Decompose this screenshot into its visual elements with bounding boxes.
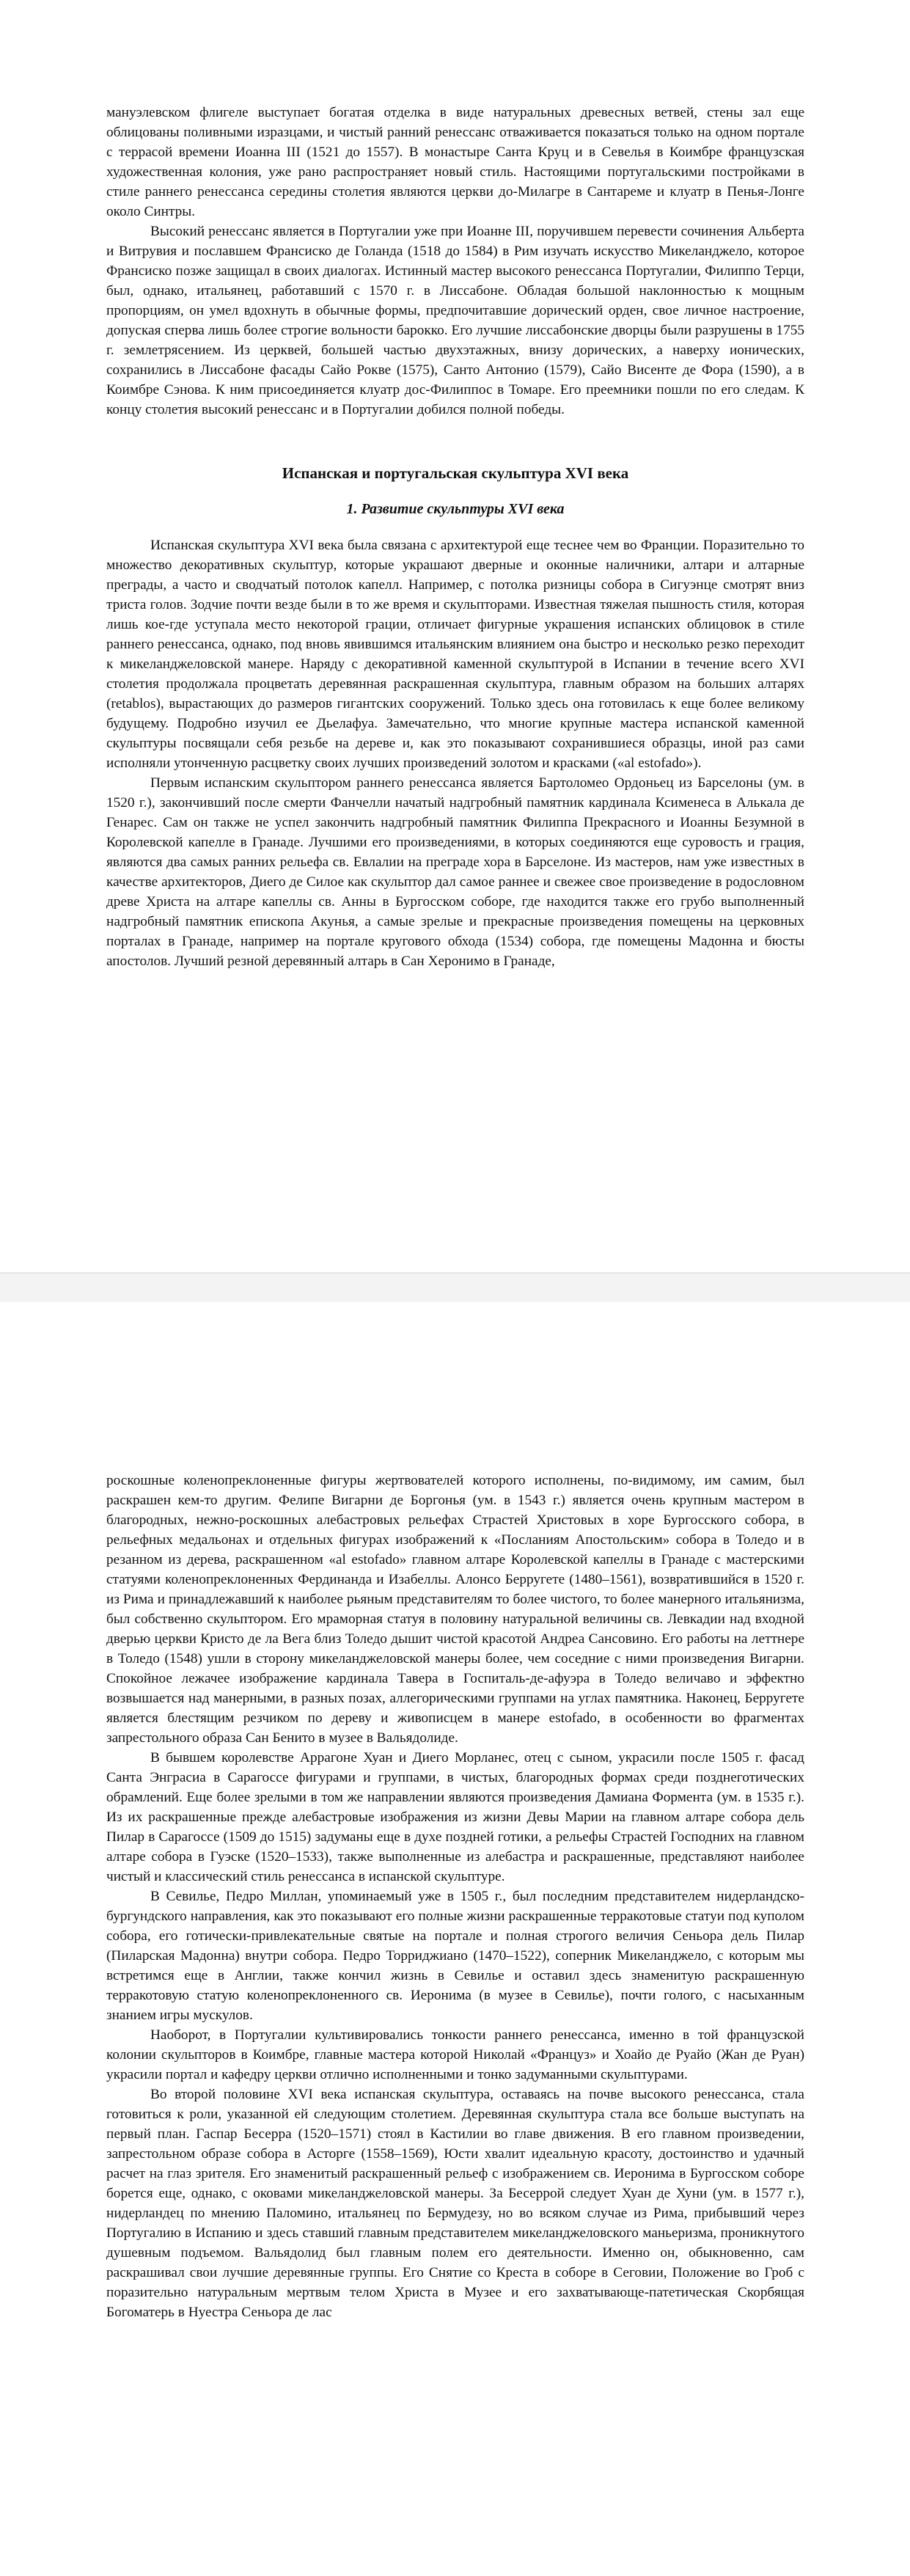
paragraph: Наоборот, в Португалии культивировались тонкости раннего ренессанса, именно в той французской колонии скульпторов в Коимбре, главные мастера которой Николай «Француз» и Хоайо де Руайо (Жан де Руан) украсили портал и кафедру церкви отлично исполненными и тонко задуманными скульптурами. [106,2027,804,2082]
paragraph: Испанская скульптура XVI века была связана с архитектурой еще теснее чем во Франции. Поразительно то множество декоративных скульптур, которые украшают дверные и оконные наличники, алтари и алтарные преграды, а часто и сводчатый потолок капелл. Например, с потолка ризницы собора в Сигуэнце смотрят вниз триста голов. Зодчие почти везде были в то же время и скульпторами. Известная тяжелая пышность стиля, которая лишь кое-где уступала место некоторой грации, отличает фигурные украшения испанских облицовок в стиле раннего ренессанса, однако, под вновь явившимся итальянским влиянием она быстро и несколько резко переходит к микеланджеловской манере. Наряду с декоративной каменной скульптурой в Испании в течение всего XVI столетия продолжала процветать деревянная раскрашенная скульптура, главным образом на больших алтарях (retablos), вырастающих до размеров гигантских сооружений. Только здесь она готовилась к еще более великому будущему. Подробно изучил ее Дьелафуа. Замечательно, что многие крупные мастера испанской каменной скульптуры посвящали себя резьбе на дереве и, как это показывают сохранившиеся образцы, иной раз сами исполняли утонченную расцветку своих лучших произведений золотом и красками («al estofado»). [106,538,804,771]
paragraph: В Севилье, Педро Миллан, упоминаемый уже в 1505 г., был последним представителем нидерландско-бургундского направления, как это показывают его полные жизни раскрашенные терракотовые статуи под куполом собора, его готически-привлекательные святые на портале и полная строгого величия Сеньора дель Пилар (Пиларская Мадонна) внутри собора. Педро Торриджиано (1470–1522), соперник Микеланджело, с которым мы встретимся еще в Англии, также кончил жизнь в Севилье и оставил здесь знаменитую раскрашенную терракотовую статую коленопреклоненного св. Иеронима (в музее в Севилье), почти голого, с насыханным знанием игры мускулов. [106,1889,804,2023]
document-page-1 [0,0,910,1273]
paragraph: Во второй половине XVI века испанская скульптура, оставаясь на почве высокого ренессанса, стала готовиться к роли, указанной ей следующим столетием. Деревянная скульптура стала все больше выступать на первый план. Гаспар Бесерра (1520–1571) стоял в Кастилии во главе движения. В его главном произведении, запрестольном образе собора в Асторге (1558–1569), Юсти хвалит идеальную красоту, достоинство и удачный расчет на глаз зрителя. Его знаменитый раскрашенный рельеф с изображением св. Иеронима в Бургосском соборе борется еще, однако, с оковами микеланджеловской манеры. За Бесеррой следует Хуан де Хуни (ум. в 1577 г.), нидерландец по мнению Паломино, итальянец по Бермудезу, но во всяком случае из Рима, прибывший через Португалию в Испанию и здесь ставший главным представителем микеланджеловского маньеризма, проникнутого душевным подъемом. Вальядолид был главным полем его деятельности. Именно он, обыкновенно, сам раскрашивал свои лучшие деревянные группы. Его Снятие со Креста в соборе в Сеговии, Положение во Гроб с поразительно натуральным мертвым телом Христа в Музее и его захватывающе-патетическая Скорбящая Богоматерь в Нуестра Сеньора де лас [106,2087,804,2320]
paragraph: Первым испанским скульптором раннего ренессанса является Бартоломео Ордоньец из Барселоны (ум. в 1520 г.), закончивший после смерти Фанчелли начатый надгробный памятник кардинала Ксименеса в Алькала де Генарес. Сам он также не успел закончить надгробный памятник Филиппа Прекрасного и Иоанны Безумной в Королевской капелле в Гранаде. Лучшими его произведениями, в которых соединяются еще суровость и грация, являются два самых ранних рельефа св. Евлалии на преграде хора в Барселоне. Из мастеров, нам уже известных в качестве архитекторов, Диего де Силое как скульптор дал самое раннее и свежее свое произведение в родословном древе Христа на алтаре капеллы св. Анны в Бургосском соборе, где находится также его грубо выполненный надгробный памятник епископа Акунья, а самые зрелые и прекрасные произведения помещены на церковных порталах в Гранаде, например на портале кругового обхода (1534) собора, где помещены Мадонна и бюсты апостолов. Лучший резной деревянный алтарь в Сан Херонимо в Гранаде, [106,775,804,969]
paragraph: мануэлевском флигеле выступает богатая отделка в виде натуральных древесных ветвей, стены зал еще облицованы поливными изразцами, и чистый ранний ренессанс отваживается показаться только на одном портале с террасой времени Иоанна III (1521 до 1557). В монастыре Санта Круц и в Севелья в Коимбре французская художественная колония, уже рано распространяет новый стиль. Настоящими португальскими постройками в стиле раннего ренессанса середины столетия являются церкви до-Милагре в Сантареме и клуатр в Пенья-Лонге около Синтры. [106,105,804,219]
page-2-text-column [106,1471,804,2322]
page-1-text-column [106,103,804,971]
page-separator [0,1273,910,1303]
paragraph: Высокий ренессанс является в Португалии уже при Иоанне III, поручившем перевести сочинения Альберта и Витрувия и пославшем Франсиско де Голанда (1518 до 1584) в Рим изучать искусство Микеланджело, которое Франсиско позже защищал в своих диалогах. Истинный мастер высокого ренессанса Португалии, Филиппо Терци, был, однако, итальянец, работавший с 1570 г. в Лиссабоне. Обладая большой наклонностью к мощным пропорциям, он умел вдохнуть в обычные формы, предпочитавшие дорический орден, свое личное настроение, допуская сперва лишь более строгие вольности барокко. Его лучшие лиссабонские дворцы были разрушены в 1755 г. землетрясением. Из церквей, большей частью двухэтажных, внизу дорических, а наверху ионических, сохранились в Лиссабоне фасады Сайо Рокве (1575), Санто Антонио (1579), Сайо Висенте де Фора (1590), а в Коимбре Сэнова. К ним присоединяется клуатр дос-Филиппос в Томаре. Его преемники пошли по его следам. К концу столетия высокий ренессанс и в Португалии добился полной победы. [106,224,804,417]
paragraph: В бывшем королевстве Аррагоне Хуан и Диего Морланес, отец с сыном, украсили после 1505 г. фасад Санта Энграсиа в Сарагоссе фигурами и группами, в чистых, благородных формах среди позднеготических обрамлений. Еще более зрелыми в том же направлении являются произведения Дамиана Формента (ум. в 1535 г.). Из их раскрашенные прежде алебастровые изображения из жизни Девы Марии на главном алтаре собора дель Пилар в Сарагоссе (1509 до 1515) задуманы еще в духе поздней готики, а рельефы Страстей Господних на главном алтаре собора в Гуэске (1520–1533), также выполненные из алебастра и раскрашенные, представляют наиболее чистый и классический стиль ренессанса в испанской скульптуре. [106,1750,804,1884]
section-heading: Испанская и португальская скульптура XVI века [282,464,629,482]
section-subheading: 1. Развитие скульптуры XVI века [346,501,565,517]
paragraph: роскошные коленопреклоненные фигуры жертвователей которого исполнены, по-видимому, им самим, был раскрашен кем-то другим. Фелипе Вигарни де Боргонья (ум. в 1543 г.) является очень крупным мастером в благородных, нежно-роскошных алебастровых рельефах Страстей Христовых в хоре Бургосского собора, в рельефных медальонах и отдельных фигурах изображений к «Посланиям Апостольским» собора в Толедо и в резанном из дерева, раскрашенном «al estofado» главном алтаре Королевской капеллы в Гранаде с мастерскими статуями коленопреклоненных Фердинанда и Изабеллы. Алонсо Берругете (1480–1561), возвратившийся в 1520 г. из Рима и принадлежавший к наиболее рьяным представителям то более чистого, то более манерного итальянизма, был собственно скульптором. Его мраморная статуя в половину натуральной величины св. Левкадии над входной дверью церкви Кристо де ла Вега близ Толедо дышит чистой красотой Андреа Сансовино. Его работы на леттнере в Толедо (1548) ушли в сторону микеланджеловской манеры более, чем соседние с ними произведения Вигарни. Спокойное лежачее изображение кардинала Тавера в Госпиталь-де-афуэра в Толедо величаво и эффектно возвышается над манерными, в разных позах, аллегорическими группами на углах памятника. Наконец, Берругете является блестящим резчиком по дереву и живописцем в манере estofado, в особенности во фрагментах запрестольного образа Сан Бенито в музее в Вальядолиде. [106,1473,804,1746]
document-page-2 [0,1302,910,2576]
